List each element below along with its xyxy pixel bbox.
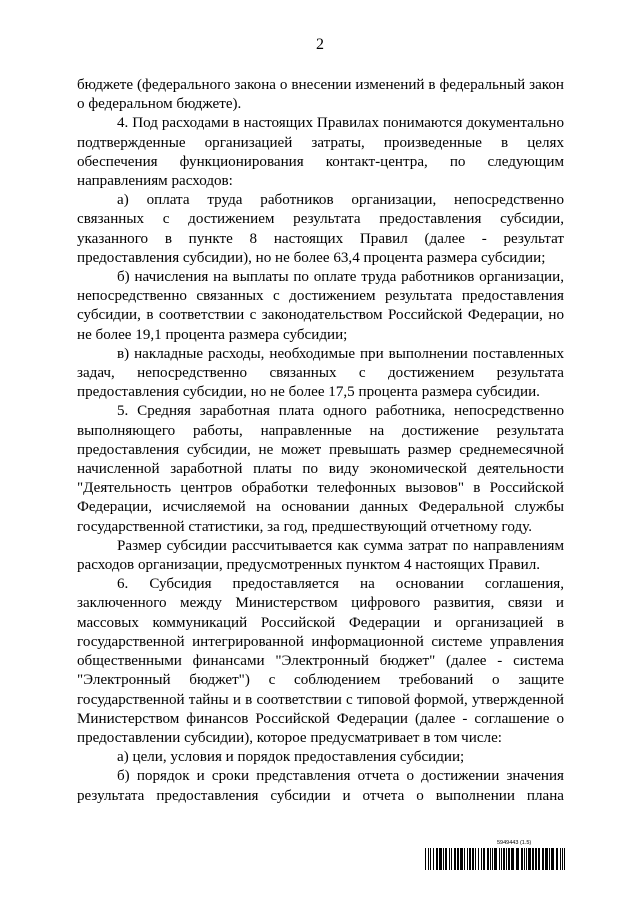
paragraph: 5. Средняя заработная плата одного работника, непосредственно выполняющего работы, направленные на достижение результата предоставления субсидии, не может превышать размер среднемесячной начисленной заработной платы по виду экономической деятельности "Деятельность центров обработки телефонных вызовов" в Российской Федерации, исчисляемой на основании данных Федеральной службы государственной статистики, за год, предшествующий отчетному году. xyxy=(77,403,564,535)
barcode-bar xyxy=(524,848,525,870)
barcode-bar xyxy=(562,848,563,870)
barcode-bar xyxy=(549,848,550,870)
barcode-bar xyxy=(428,848,429,870)
paragraph: 6. Субсидия предоставляется на основании соглашения, заключенного между Министерством цифрового развития, связи и массовых коммуникаций Российской Федерации и организацией в государственной интегрированной информационной системе управления общественными финансами "Электронный бюджет" (далее - система "Электронный бюджет") с соблюдением требований о защите государственной тайны и в соответствии с типовой формой, утвержденной Министерством финансов Российской Федерации (далее - соглашение о предоставлении субсидии), которое предусматривает в том числе: xyxy=(77,576,564,746)
barcode-bar xyxy=(556,848,558,870)
barcode-bar xyxy=(445,848,447,870)
barcode-bar xyxy=(494,848,497,870)
barcode-bar xyxy=(551,848,554,870)
barcode-bar xyxy=(506,848,507,870)
barcode-bar xyxy=(433,848,434,870)
barcode-bar xyxy=(542,848,544,870)
barcode-bar xyxy=(475,848,476,870)
paragraph: бюджете (федерального закона о внесении изменений в федеральный закон о федеральном бюджете). xyxy=(77,77,564,113)
barcode-bar xyxy=(439,848,442,870)
barcode-bar xyxy=(460,848,463,870)
barcode-bar xyxy=(528,848,531,870)
barcode-bar xyxy=(449,848,450,870)
paragraph: в) накладные расходы, необходимые при выполнении поставленных задач, непосредственно связанных с достижением результата предоставления субсидии, но не более 17,5 процента размера субсидии. xyxy=(77,345,564,401)
barcode-bar xyxy=(526,848,527,870)
barcode-bar xyxy=(483,848,485,870)
barcode-bar xyxy=(535,848,537,870)
barcode-bar xyxy=(511,848,514,870)
paragraph: Размер субсидии рассчитывается как сумма затрат по направлениям расходов организации, предусмотренных пунктом 4 настоящих Правил. xyxy=(77,537,564,574)
barcode-bar xyxy=(443,848,444,870)
barcode-bar xyxy=(454,848,456,870)
barcode-bar xyxy=(469,848,471,870)
paragraph: а) оплата труда работников организации, непосредственно связанных с достижением результата предоставления субсидии, указанного в пункте 8 настоящих Правил (далее - результат предоставления субсидии), но не более 63,4 процента размера субсидии; xyxy=(77,192,564,266)
barcode-bar xyxy=(425,848,426,870)
barcode-code: 5949443 (1.5) xyxy=(497,840,532,846)
barcode-bar xyxy=(451,848,452,870)
paragraph: б) порядок и сроки представления отчета о достижении значения результата предоставления субсидии и отчета о выполнении плана xyxy=(77,768,564,804)
barcode-bar xyxy=(478,848,479,870)
barcode-bar xyxy=(499,848,500,870)
barcode-bar xyxy=(467,848,468,870)
paragraph: б) начисления на выплаты по оплате труда работников организации, непосредственно связанных с достижением результата предоставления субсидии, в соответствии с законодательством Российской Федерации, но не более 19,1 процента размера субсидии; xyxy=(77,269,564,343)
barcode-bar xyxy=(487,848,489,870)
barcode-bar xyxy=(490,848,491,870)
barcode-bar xyxy=(532,848,534,870)
barcode-bar xyxy=(545,848,548,870)
barcode-bar xyxy=(503,848,505,870)
barcode-bar xyxy=(516,848,519,870)
barcode-bar xyxy=(538,848,540,870)
barcode-bar xyxy=(492,848,493,870)
barcode-bar xyxy=(430,848,431,870)
barcode-bar xyxy=(501,848,502,870)
barcode-bar xyxy=(564,848,565,870)
barcode-bar xyxy=(436,848,438,870)
barcode-bar xyxy=(481,848,482,870)
barcode-bar xyxy=(560,848,561,870)
document-body xyxy=(77,76,564,806)
paragraph: а) цели, условия и порядок предоставления субсидии; xyxy=(117,749,465,766)
page-number: 2 xyxy=(316,36,324,53)
barcode-bar xyxy=(464,848,465,870)
barcode-bar xyxy=(472,848,474,870)
barcode-bar xyxy=(521,848,523,870)
paragraph: 4. Под расходами в настоящих Правилах понимаются документально подтвержденные организацией затраты, произведенные в целях обеспечения функционирования контакт-центра, по следующим направлениям расходов: xyxy=(77,115,564,190)
barcode-bar xyxy=(457,848,459,870)
document-barcode xyxy=(425,840,565,870)
barcode-icon xyxy=(425,848,565,870)
barcode-bar xyxy=(508,848,510,870)
